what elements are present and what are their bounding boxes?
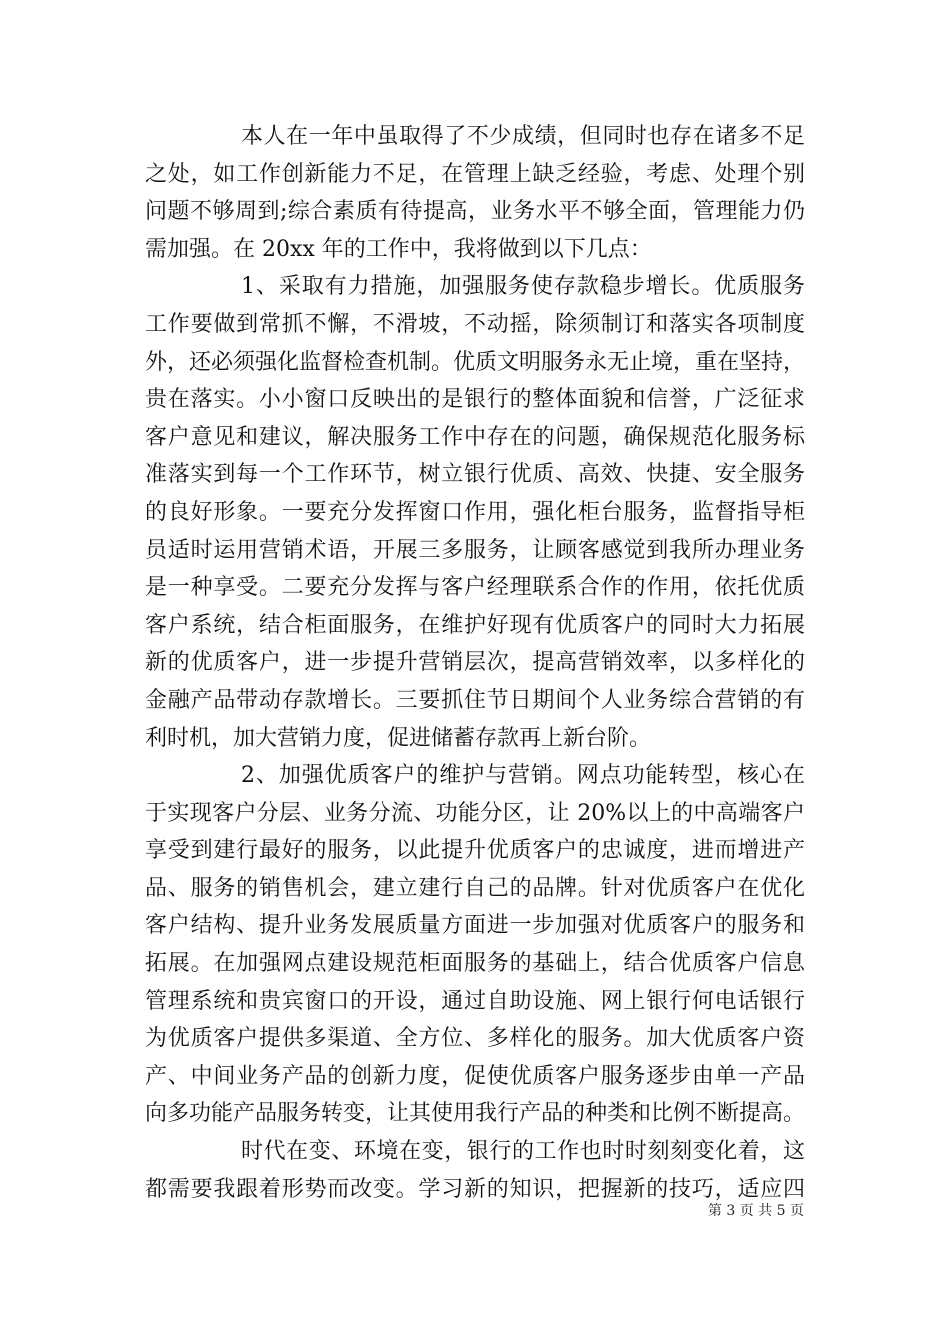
paragraph-line: 向多功能产品服务转变，让其使用我行产品的种类和比例不断提高。 xyxy=(145,1101,805,1127)
paragraph-line: 之处，如工作创新能力不足，在管理上缺乏经验，考虑、处理个别 xyxy=(145,161,805,187)
paragraph-line: 为优质客户提供多渠道、全方位、多样化的服务。加大优质客户资 xyxy=(145,1026,805,1052)
paragraph-line: 于实现客户分层、业务分流、功能分区，让 20%以上的中高端客户 xyxy=(145,800,805,826)
paragraph-line: 利时机，加大营销力度，促进储蓄存款再上新台阶。 xyxy=(145,725,652,751)
paragraph-line: 品、服务的销售机会，建立建行自己的品牌。针对优质客户在优化 xyxy=(145,875,805,901)
paragraph-line: 1、采取有力措施，加强服务使存款稳步增长。优质服务 xyxy=(241,274,805,300)
paragraph-line: 问题不够周到;综合素质有待提高，业务水平不够全面，管理能力仍 xyxy=(145,199,805,225)
paragraph-line: 是一种享受。二要充分发挥与客户经理联系合作的作用，依托优质 xyxy=(145,575,805,601)
paragraph-line: 员适时运用营销术语，开展三多服务，让顾客感觉到我所办理业务 xyxy=(145,537,805,563)
paragraph-line: 都需要我跟着形势而改变。学习新的知识，把握新的技巧，适应四 xyxy=(145,1176,805,1202)
paragraph-line: 享受到建行最好的服务，以此提升优质客户的忠诚度，进而增进产 xyxy=(145,838,805,864)
paragraph-line: 准落实到每一个工作环节，树立银行优质、高效、快捷、安全服务 xyxy=(145,462,805,488)
paragraph-line: 客户系统，结合柜面服务，在维护好现有优质客户的同时大力拓展 xyxy=(145,612,805,638)
paragraph-line: 拓展。在加强网点建设规范柜面服务的基础上，结合优质客户信息 xyxy=(145,951,805,977)
paragraph-line: 贵在落实。小小窗口反映出的是银行的整体面貌和信誉，广泛征求 xyxy=(145,387,805,413)
paragraph-line: 新的优质客户，进一步提升营销层次，提高营销效率，以多样化的 xyxy=(145,650,805,676)
paragraph-line: 管理系统和贵宾窗口的开设，通过自助设施、网上银行何电话银行 xyxy=(145,988,805,1014)
paragraph-line: 需加强。在 20xx 年的工作中，我将做到以下几点： xyxy=(145,236,652,262)
paragraph-line: 客户意见和建议，解决服务工作中存在的问题，确保规范化服务标 xyxy=(145,424,805,450)
paragraph-line: 2、加强优质客户的维护与营销。网点功能转型，核心在 xyxy=(241,763,805,789)
paragraph-line: 产、中间业务产品的创新力度，促使优质客户服务逐步由单一产品 xyxy=(145,1063,805,1089)
paragraph-line: 工作要做到常抓不懈，不滑坡，不动摇，除须制订和落实各项制度 xyxy=(145,311,805,337)
paragraph-line: 客户结构、提升业务发展质量方面进一步加强对优质客户的服务和 xyxy=(145,913,805,939)
paragraph-line: 本人在一年中虽取得了不少成绩，但同时也存在诸多不足 xyxy=(241,124,805,149)
body-text xyxy=(145,118,805,1208)
page-number: 第 3 页 共 5 页 xyxy=(707,1203,804,1219)
paragraph-line: 外，还必须强化监督检查机制。优质文明服务永无止境，重在坚持， xyxy=(145,349,805,375)
paragraph-line: 的良好形象。一要充分发挥窗口作用，强化柜台服务，监督指导柜 xyxy=(145,499,805,525)
paragraph-line: 时代在变、环境在变，银行的工作也时时刻刻变化着，这 xyxy=(241,1139,805,1165)
paragraph-line: 金融产品带动存款增长。三要抓住节日期间个人业务综合营销的有 xyxy=(145,687,805,713)
